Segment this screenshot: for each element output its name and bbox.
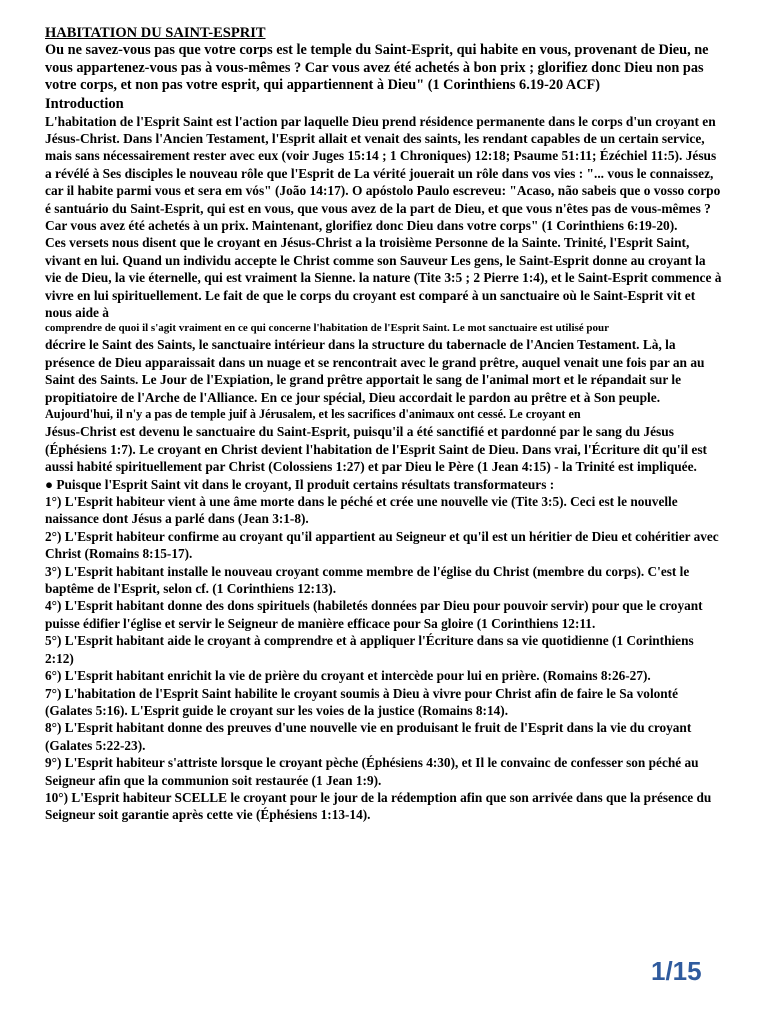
list-item: 4°) L'Esprit habitant donne des dons spirituels (habiletés données par Dieu pour pouvoir servir) pour que le croyant puisse édifier l'église et servir le Seigneur de manière efficace pour Sa gloire (1 Corinthiens 12:11. — [45, 598, 703, 631]
list-item: 8°) L'Esprit habitant donne des preuves d'une nouvelle vie en produisant le fruit de l'Esprit dans la vie du croyant (Galates 5:22-23). — [45, 720, 692, 753]
paragraph-4: décrire le Saint des Saints, le sanctuaire intérieur dans la structure du tabernacle de l'Ancien Testament. Là, la présence de Dieu apparaissait dans un nuage et se rencontrait avec le grand prêtre, auquel venait une fois par an au Saint des Saints. Le Jour de l'Expiation, le grand prêtre apportait le sang de l'animal mort et le répandait sur le propitiatoire de l'Arche de l'Alliance. En ce jour spécial, Dieu accordait le pardon au prêtre et à Son peuple. — [45, 337, 705, 405]
list-item: 6°) L'Esprit habitant enrichit la vie de prière du croyant et intercède pour lui en prière. (Romains 8:26-27). — [45, 668, 651, 684]
list-item: 1°) L'Esprit habiteur vient à une âme morte dans le péché et crée une nouvelle vie (Tite 3:5). Ceci est le nouvelle naissance dont Jésus a parlé dans (Jean 3:1-8). — [45, 494, 678, 527]
epigraph: Ou ne savez-vous pas que votre corps est le temple du Saint-Esprit, qui habite en vous, provenant de Dieu, ne vous appartenez-vous pas à vous-mêmes ? Car vous avez été achetés à bon prix ; glorifiez donc Dieu non pas votre corps, et non pas votre esprit, qui appartiennent à Dieu" (1 Corinthiens 6.19-20 ACF) — [45, 42, 709, 93]
paragraph-6: Jésus-Christ est devenu le sanctuaire du Saint-Esprit, puisqu'il a été sanctifié et pardonné par le sang du Jésus (Éphésiens 1:7). Le croyant en Christ devient l'habitation de l'Esprit Saint de Dieu. Dans vrai, l'Écriture dit qu'il est aussi habité spirituellement par Christ (Colossiens 1:27) et par Dieu le Père (1 Jean 4:15) - la Trinité est impliquée. — [45, 424, 707, 475]
document-title: HABITATION DU SAINT-ESPRIT — [45, 25, 266, 41]
list-intro: ● Puisque l'Esprit Saint vit dans le croyant, Il produit certains résultats transformateurs : — [45, 476, 555, 492]
list-item: 2°) L'Esprit habiteur confirme au croyant qu'il appartient au Seigneur et qu'il est un héritier de Dieu et cohéritier avec Christ (Romains 8:15-17). — [45, 528, 719, 562]
document-body — [45, 24, 725, 824]
paragraph-3: comprendre de quoi il s'agit vraiment en ce qui concerne l'habitation de l'Esprit Saint. Le mot sanctuaire est utilisé pour — [45, 322, 610, 335]
intro-heading: Introduction — [45, 95, 124, 112]
list-item: 7°) L'habitation de l'Esprit Saint habilite le croyant soumis à Dieu à vivre pour Christ afin de faire le Sa volonté (Galates 5:16). L'Esprit guide le croyant sur les voies de la justice (Romains 8:14). — [45, 685, 679, 718]
paragraph-2: Ces versets nous disent que le croyant en Jésus-Christ a la troisième Personne de la Sainte. Trinité, l'Esprit Saint, vivant en lui. Quand un individu accepte le Christ comme son Sauveur Les gens, le Saint-Esprit donne au croyant la vie de Dieu, la vie éternelle, qui est vraiment la Sienne. la nature (Tite 3:5 ; 2 Pierre 1:4), et le Saint-Esprit commence à vivre en lui spirituellement. Le fait de que le corps du croyant est comparé à un sanctuaire où le Saint-Esprit vit et nous aide à — [45, 235, 722, 320]
list-item: 9°) L'Esprit habiteur s'attriste lorsque le croyant pèche (Éphésiens 4:30), et Il le convainc de confesser son péché au Seigneur afin que la communion soit restaurée (1 Jean 1:9). — [45, 755, 699, 788]
page-indicator: 1/15 — [651, 956, 702, 986]
list-item: 5°) L'Esprit habitant aide le croyant à comprendre et à appliquer l'Écriture dans sa vie quotidienne (1 Corinthiens 2:12) — [45, 633, 694, 666]
paragraph-1: L'habitation de l'Esprit Saint est l'action par laquelle Dieu prend résidence permanente dans le corps d'un croyant en Jésus-Christ. Dans l'Ancien Testament, l'Esprit allait et venait des saints, les rendant capables de un certain service, mais sans nécessairement rester avec eux (voir Juges 15:14 ; 1 Chroniques) 12:18; Psaume 51:11; Ézéchiel 11:5). Jésus a révélé à Ses disciples le nouveau rôle que l'Esprit de La vérité jouerait un rôle dans vos vies : "... vous le connaissez, car il habite parmi vous et sera em vós" (João 14:17). O apóstolo Paulo escreveu: "Acaso, não sabeis que o vosso corpo é santuário du Saint-Esprit, qui est en vous, que vous avez de la part de Dieu, et que vous n'êtes pas de vous-mêmes ? Car vous avez été achetés à un prix. Maintenant, glorifiez donc Dieu dans votre corps" (1 Corinthiens 6:19-20). — [45, 113, 721, 233]
list-item: 3°) L'Esprit habitant installe le nouveau croyant comme membre de l'église du Christ (membre du corps). C'est le baptême de l'Esprit, selon cf. (1 Corinthiens 12:13). — [45, 563, 690, 597]
paragraph-5: Aujourd'hui, il n'y a pas de temple juif à Jérusalem, et les sacrifices d'animaux ont cessé. Le croyant en — [45, 407, 581, 421]
list-item: 10°) L'Esprit habiteur SCELLE le croyant pour le jour de la rédemption afin que son arrivée dans que la présence du Seigneur soit garantie après cette vie (Éphésiens 1:13-14). — [45, 789, 712, 823]
